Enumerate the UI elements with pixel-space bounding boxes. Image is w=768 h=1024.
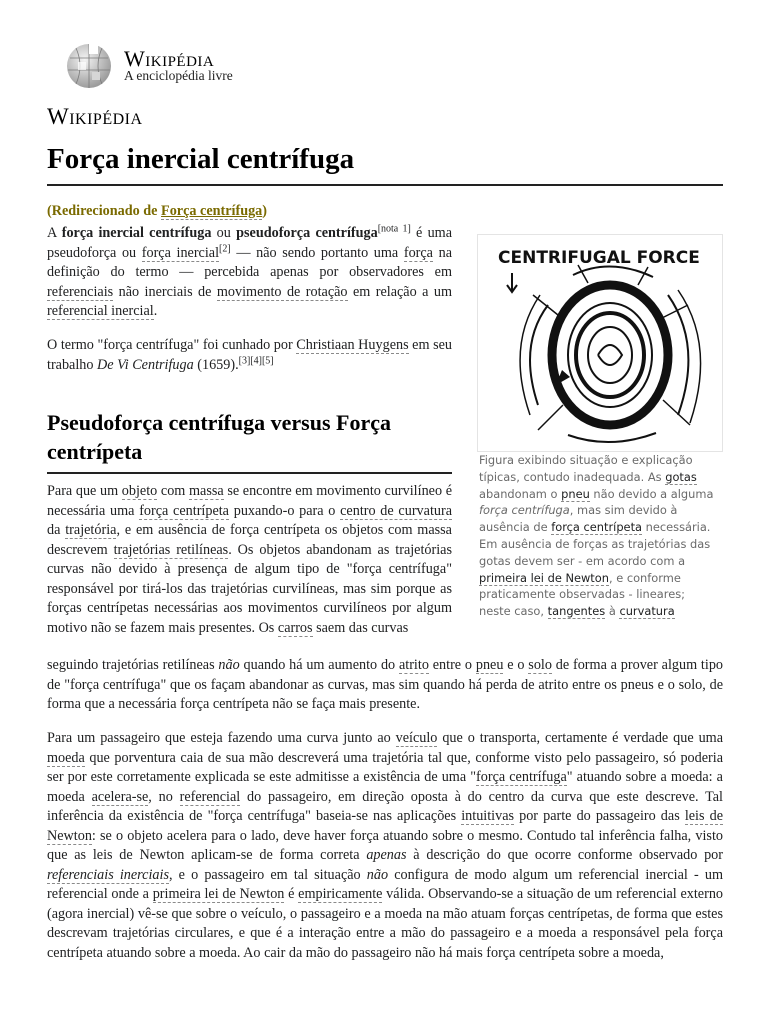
citation-ref[interactable]: [3][4][5] xyxy=(238,354,274,366)
inline-link[interactable]: intuitivas xyxy=(461,808,515,824)
text-run: saem das curvas xyxy=(312,619,409,636)
text-run: do passageiro, em direção oposta à do centro da curva que este descreve. Tal inferência da existência de "força centrífuga" baseia-se nas aplicações xyxy=(47,788,724,824)
section-paragraph-1-wide xyxy=(47,656,723,715)
text-run: — não sendo portanto uma xyxy=(230,244,404,261)
centrifugal-illustration xyxy=(478,235,722,451)
section-paragraph-1-narrow xyxy=(47,482,452,638)
inline-link[interactable]: força centrífuga xyxy=(476,769,567,785)
inline-link[interactable]: leis de Newton xyxy=(47,808,723,844)
text-run: é uma pseudoforça ou xyxy=(47,225,452,261)
inline-link[interactable]: referenciais inerciais xyxy=(47,866,169,883)
text-run: não xyxy=(218,657,240,673)
text-run: , e conforme praticamente observadas - lineares; neste caso, xyxy=(479,570,685,619)
text-run: , e em ausência de força centrípeta os objetos com massa descrevem xyxy=(47,522,452,558)
inline-link[interactable]: força centrípeta xyxy=(551,520,643,535)
redirect-suffix: ) xyxy=(262,203,268,219)
inline-link[interactable]: referencial inercial xyxy=(47,303,154,319)
text-run: (1659). xyxy=(193,356,239,373)
text-run: não inerciais de xyxy=(113,283,217,300)
inline-link[interactable]: primeira lei de Newton xyxy=(152,886,285,902)
inline-link[interactable]: força xyxy=(403,244,433,261)
site-header xyxy=(64,40,464,92)
inline-link[interactable]: referenciais xyxy=(47,283,114,300)
inline-link[interactable]: atrito xyxy=(398,657,429,673)
text-run: configura de modo algum um referencial inercial - um referencial onde a xyxy=(47,866,723,902)
text-run: necessária. Em ausência de forças as trajetórias das gotas devem ser - em acordo com a xyxy=(479,520,711,568)
text-run: : se o objeto acelera para o lado, deve haver força atuando sobre o mesmo. Contudo tal inferência falha, visto que as leis de Newton aplicam-se de forma correta xyxy=(47,827,723,863)
text-run: abandonam o xyxy=(479,486,562,501)
text-run: força inercial centrífuga xyxy=(61,225,212,241)
text-run: Figura exibindo situação e explicação típicas, contudo inadequada. As xyxy=(479,453,693,484)
inline-link[interactable]: primeira lei de Newton xyxy=(479,570,609,585)
text-run: , mas sim devido à ausência de xyxy=(479,503,678,535)
redirect-notice xyxy=(47,203,267,220)
text-run: à xyxy=(605,604,620,619)
text-run: puxando-o para o xyxy=(229,502,341,519)
inline-link[interactable]: solo xyxy=(528,657,552,673)
site-tagline: A enciclopédia livre xyxy=(124,68,233,83)
inline-link[interactable]: referencial xyxy=(179,788,241,805)
text-run: à descrição do que ocorre conforme observado por xyxy=(406,847,723,863)
intro-paragraph-1 xyxy=(47,224,452,322)
inline-link[interactable]: pneu xyxy=(475,657,504,673)
inline-link[interactable]: centro de curvatura xyxy=(340,502,452,519)
figure-image-text: CENTRIFUGAL FORCE xyxy=(498,248,700,268)
inline-link[interactable]: Christiaan Huygens xyxy=(296,337,409,353)
redirect-prefix: (Redirecionado de xyxy=(47,203,162,219)
citation-ref[interactable]: [nota 1] xyxy=(377,223,411,235)
text-run: A xyxy=(47,225,62,241)
page-title: Força inercial centrífuga xyxy=(47,140,723,186)
inline-link[interactable]: movimento de rotação xyxy=(216,283,348,300)
text-run: , no xyxy=(148,788,180,805)
text-run: , e o passageiro em tal situação xyxy=(168,866,367,883)
citation-ref[interactable]: [2] xyxy=(219,242,231,254)
text-run: da xyxy=(47,522,66,538)
inline-link[interactable]: trajetórias retilíneas xyxy=(113,541,229,558)
text-run: De Vi Centrifuga xyxy=(97,356,194,373)
text-run: Para um passageiro que esteja fazendo uma curva junto ao xyxy=(47,730,396,746)
site-wordmark: Wikipédia xyxy=(47,104,143,129)
text-run: Para que um xyxy=(47,483,122,499)
inline-link[interactable]: força centrípeta xyxy=(139,502,229,519)
text-run: na definição do termo — percebida apenas por observadores em xyxy=(47,244,452,280)
intro-paragraph-2 xyxy=(47,336,452,375)
text-run: não xyxy=(366,866,389,883)
wikipedia-globe-logo[interactable] xyxy=(64,40,114,90)
text-run: . xyxy=(153,303,158,319)
inline-link[interactable]: objeto xyxy=(121,483,158,499)
inline-link[interactable]: curvatura xyxy=(619,604,675,619)
centrifugal-figure[interactable] xyxy=(477,234,723,452)
inline-link[interactable]: veículo xyxy=(395,730,438,746)
text-run: pseudoforça centrífuga xyxy=(236,225,378,241)
text-run: e o xyxy=(503,657,529,673)
text-run: que o transporta, certamente é verdade que uma xyxy=(437,730,723,746)
text-run: de forma a prover algum tipo de "força centrífuga" que os façam abandonar as curvas, mas sim quando há perda de atrito entre os pneus e o solo, de forma que a necessária força centrípeta não se faça mais presente. xyxy=(47,657,724,712)
inline-link[interactable]: acelera-se xyxy=(91,788,149,805)
text-run: ou xyxy=(211,225,237,241)
text-run: seguindo trajetórias retilíneas xyxy=(47,657,219,673)
text-run: com xyxy=(157,483,189,499)
section-heading: Pseudoforça centrífuga versus Força centrípeta xyxy=(47,408,452,474)
text-run: força centrífuga xyxy=(479,503,570,518)
text-run: que porventura caia de sua mão descreverá uma trajetória tal que, conforme visto pelo passageiro, só poderia ser por este corretamente explicada se este admitisse a existência de uma " xyxy=(47,749,723,785)
text-run: " atuando sobre a moeda: a moeda xyxy=(47,769,723,805)
text-run: não devido a alguma xyxy=(589,486,714,501)
text-run: O termo "força centrífuga" foi cunhado por xyxy=(47,337,297,353)
inline-link[interactable]: trajetória xyxy=(65,522,117,538)
section-paragraph-2 xyxy=(47,729,723,963)
inline-link[interactable]: empiricamente xyxy=(298,886,383,902)
text-run: apenas xyxy=(366,847,407,863)
inline-link[interactable]: carros xyxy=(277,619,313,636)
inline-link[interactable]: massa xyxy=(188,483,224,499)
figure-caption xyxy=(479,452,715,620)
text-run: é xyxy=(284,886,299,902)
site-brand[interactable]: Wikipédia xyxy=(124,46,215,71)
text-run: em seu trabalho xyxy=(47,337,452,373)
text-run: em relação a um xyxy=(347,283,453,300)
text-run: quando há um aumento do xyxy=(239,657,399,673)
inline-link[interactable]: tangentes xyxy=(547,604,606,619)
inline-link[interactable]: força inercial xyxy=(141,244,220,261)
text-run: por parte do passageiro das xyxy=(514,808,685,824)
inline-link[interactable]: pneu xyxy=(561,486,590,501)
text-run: . Os objetos abandonam as trajetórias curvas não devido à presença de algum tipo de "força centrífuga" responsável por tirá-los das trajetórias curvilíneas, mas sim porque as forças centrípetas necessárias aos movimentos curvilíneos por algum motivo não se fazem mais presentes. Os xyxy=(47,541,452,636)
text-run: se encontre em movimento curvilíneo é necessária uma xyxy=(47,483,452,519)
inline-link[interactable]: gotas xyxy=(665,469,697,484)
text-run: entre o xyxy=(428,657,476,673)
inline-link[interactable]: moeda xyxy=(47,749,85,766)
text-run: válida. Observando-se a situação de um referencial externo (agora inercial) vê-se que sobre o veículo, o passageiro e a moeda na mão atuam forças centrípetas, de forma que estes descrevam trajetórias circulares, e que é a interação entre a mão do passageiro e a moeda a responsável pela força centrípeta atuando sobre a moeda. Ao cair da mão do passageiro não há mais força centrípeta sobre a moeda, xyxy=(47,886,724,961)
redirect-link[interactable]: Força centrífuga xyxy=(161,203,263,219)
